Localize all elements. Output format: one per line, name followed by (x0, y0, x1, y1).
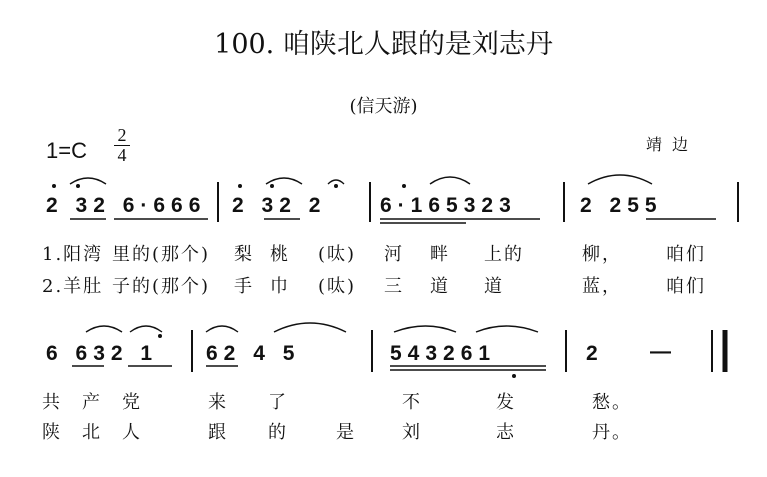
lyric-v2-9: 蓝， (582, 276, 622, 297)
lyric2-v1-3: 党 (122, 392, 142, 413)
measure-3-notes: 6·165323 (380, 194, 517, 217)
slur (274, 323, 346, 332)
lyric-v1-6: 河 (384, 244, 404, 265)
lyric2-v1-7: 发 (496, 392, 516, 413)
sustain-dash: — (650, 340, 671, 363)
lyric-v1-10: 咱们 (666, 244, 706, 265)
lyric2-v2-3: 人 (122, 422, 142, 443)
song-subtitle: (信天游) (349, 96, 418, 117)
lyric2-v1-6: 不 (402, 392, 422, 413)
slur (588, 175, 652, 184)
slur (394, 326, 456, 332)
lyric-v2-1: 2.羊肚 (42, 276, 104, 297)
lyric-v1-1: 1.阳湾 (42, 244, 104, 265)
lyric2-v1-4: 来 (208, 392, 228, 413)
lyric-v1-2: 里的(那个) (112, 244, 211, 265)
slur (86, 326, 122, 332)
slur (430, 177, 470, 184)
song-title: 100. 咱陕北人跟的是刘志丹 (214, 29, 553, 60)
lyric2-v1-1: 共 (42, 392, 62, 413)
key-signature: 1=C (46, 138, 87, 163)
high-dot (52, 184, 56, 188)
lyric2-v2-5: 的 (268, 422, 288, 443)
lyric-v1-4: 桃 (270, 244, 290, 265)
time-signature-top: 2 (117, 125, 127, 145)
measure-1-notes: 2 32 6·666 (46, 194, 207, 217)
high-dot (402, 184, 406, 188)
lyric-v1-3: 梨 (234, 244, 254, 265)
lyric2-v2-2: 北 (82, 422, 102, 443)
lyric-v1-7: 畔 (430, 244, 450, 265)
lyric-v2-2: 子的(那个) (112, 276, 211, 297)
slur (206, 326, 238, 332)
low-dot (512, 374, 516, 378)
lyric2-v1-8: 愁。 (592, 392, 632, 413)
lyric-v2-7: 道 (430, 276, 450, 297)
lyric2-v1-2: 产 (82, 392, 102, 413)
barlines (192, 182, 738, 372)
measure-2-notes: 2 32 2 (232, 194, 327, 217)
lyric-v2-8: 道 (484, 276, 504, 297)
high-dot (76, 184, 80, 188)
lyric-v2-5: (呔) (318, 276, 357, 297)
measure-8-notes: 2 (586, 342, 604, 365)
slur (476, 326, 538, 332)
lyric-v2-4: 巾 (270, 276, 290, 297)
lyric-v1-9: 柳， (582, 244, 622, 265)
octave-dots (52, 184, 516, 378)
lyric-v2-6: 三 (384, 276, 404, 297)
lyric2-v1-5: 了 (268, 392, 288, 413)
slur (266, 178, 302, 184)
measure-4-notes: 2 255 (580, 194, 663, 217)
lyric-v2-3: 手 (234, 276, 254, 297)
slur (328, 180, 344, 184)
high-dot (158, 334, 162, 338)
high-dot (238, 184, 242, 188)
high-dot (270, 184, 274, 188)
lyric-v1-8: 上的 (484, 244, 524, 265)
lyric2-v2-6: 是 (336, 422, 356, 443)
time-signature-bottom: 4 (114, 145, 130, 165)
slur (130, 326, 162, 332)
lyric-v2-10: 咱们 (666, 276, 706, 297)
lyric2-v2-1: 陕 (42, 422, 62, 443)
lyric2-v2-4: 跟 (208, 422, 228, 443)
lyric2-v2-9: 丹。 (592, 422, 632, 443)
song-origin: 靖边 (646, 135, 699, 154)
lyric2-v2-7: 刘 (402, 422, 422, 443)
measure-6-notes: 62 4 5 (206, 342, 301, 365)
measure-7-notes: 543261 (390, 342, 497, 365)
slur (70, 178, 106, 184)
lyric-v1-5: (呔) (318, 244, 357, 265)
lyric2-v2-8: 志 (496, 422, 516, 443)
beam-lines (70, 219, 716, 370)
high-dot (334, 184, 338, 188)
measure-5-notes: 6 632 1 (46, 342, 159, 365)
